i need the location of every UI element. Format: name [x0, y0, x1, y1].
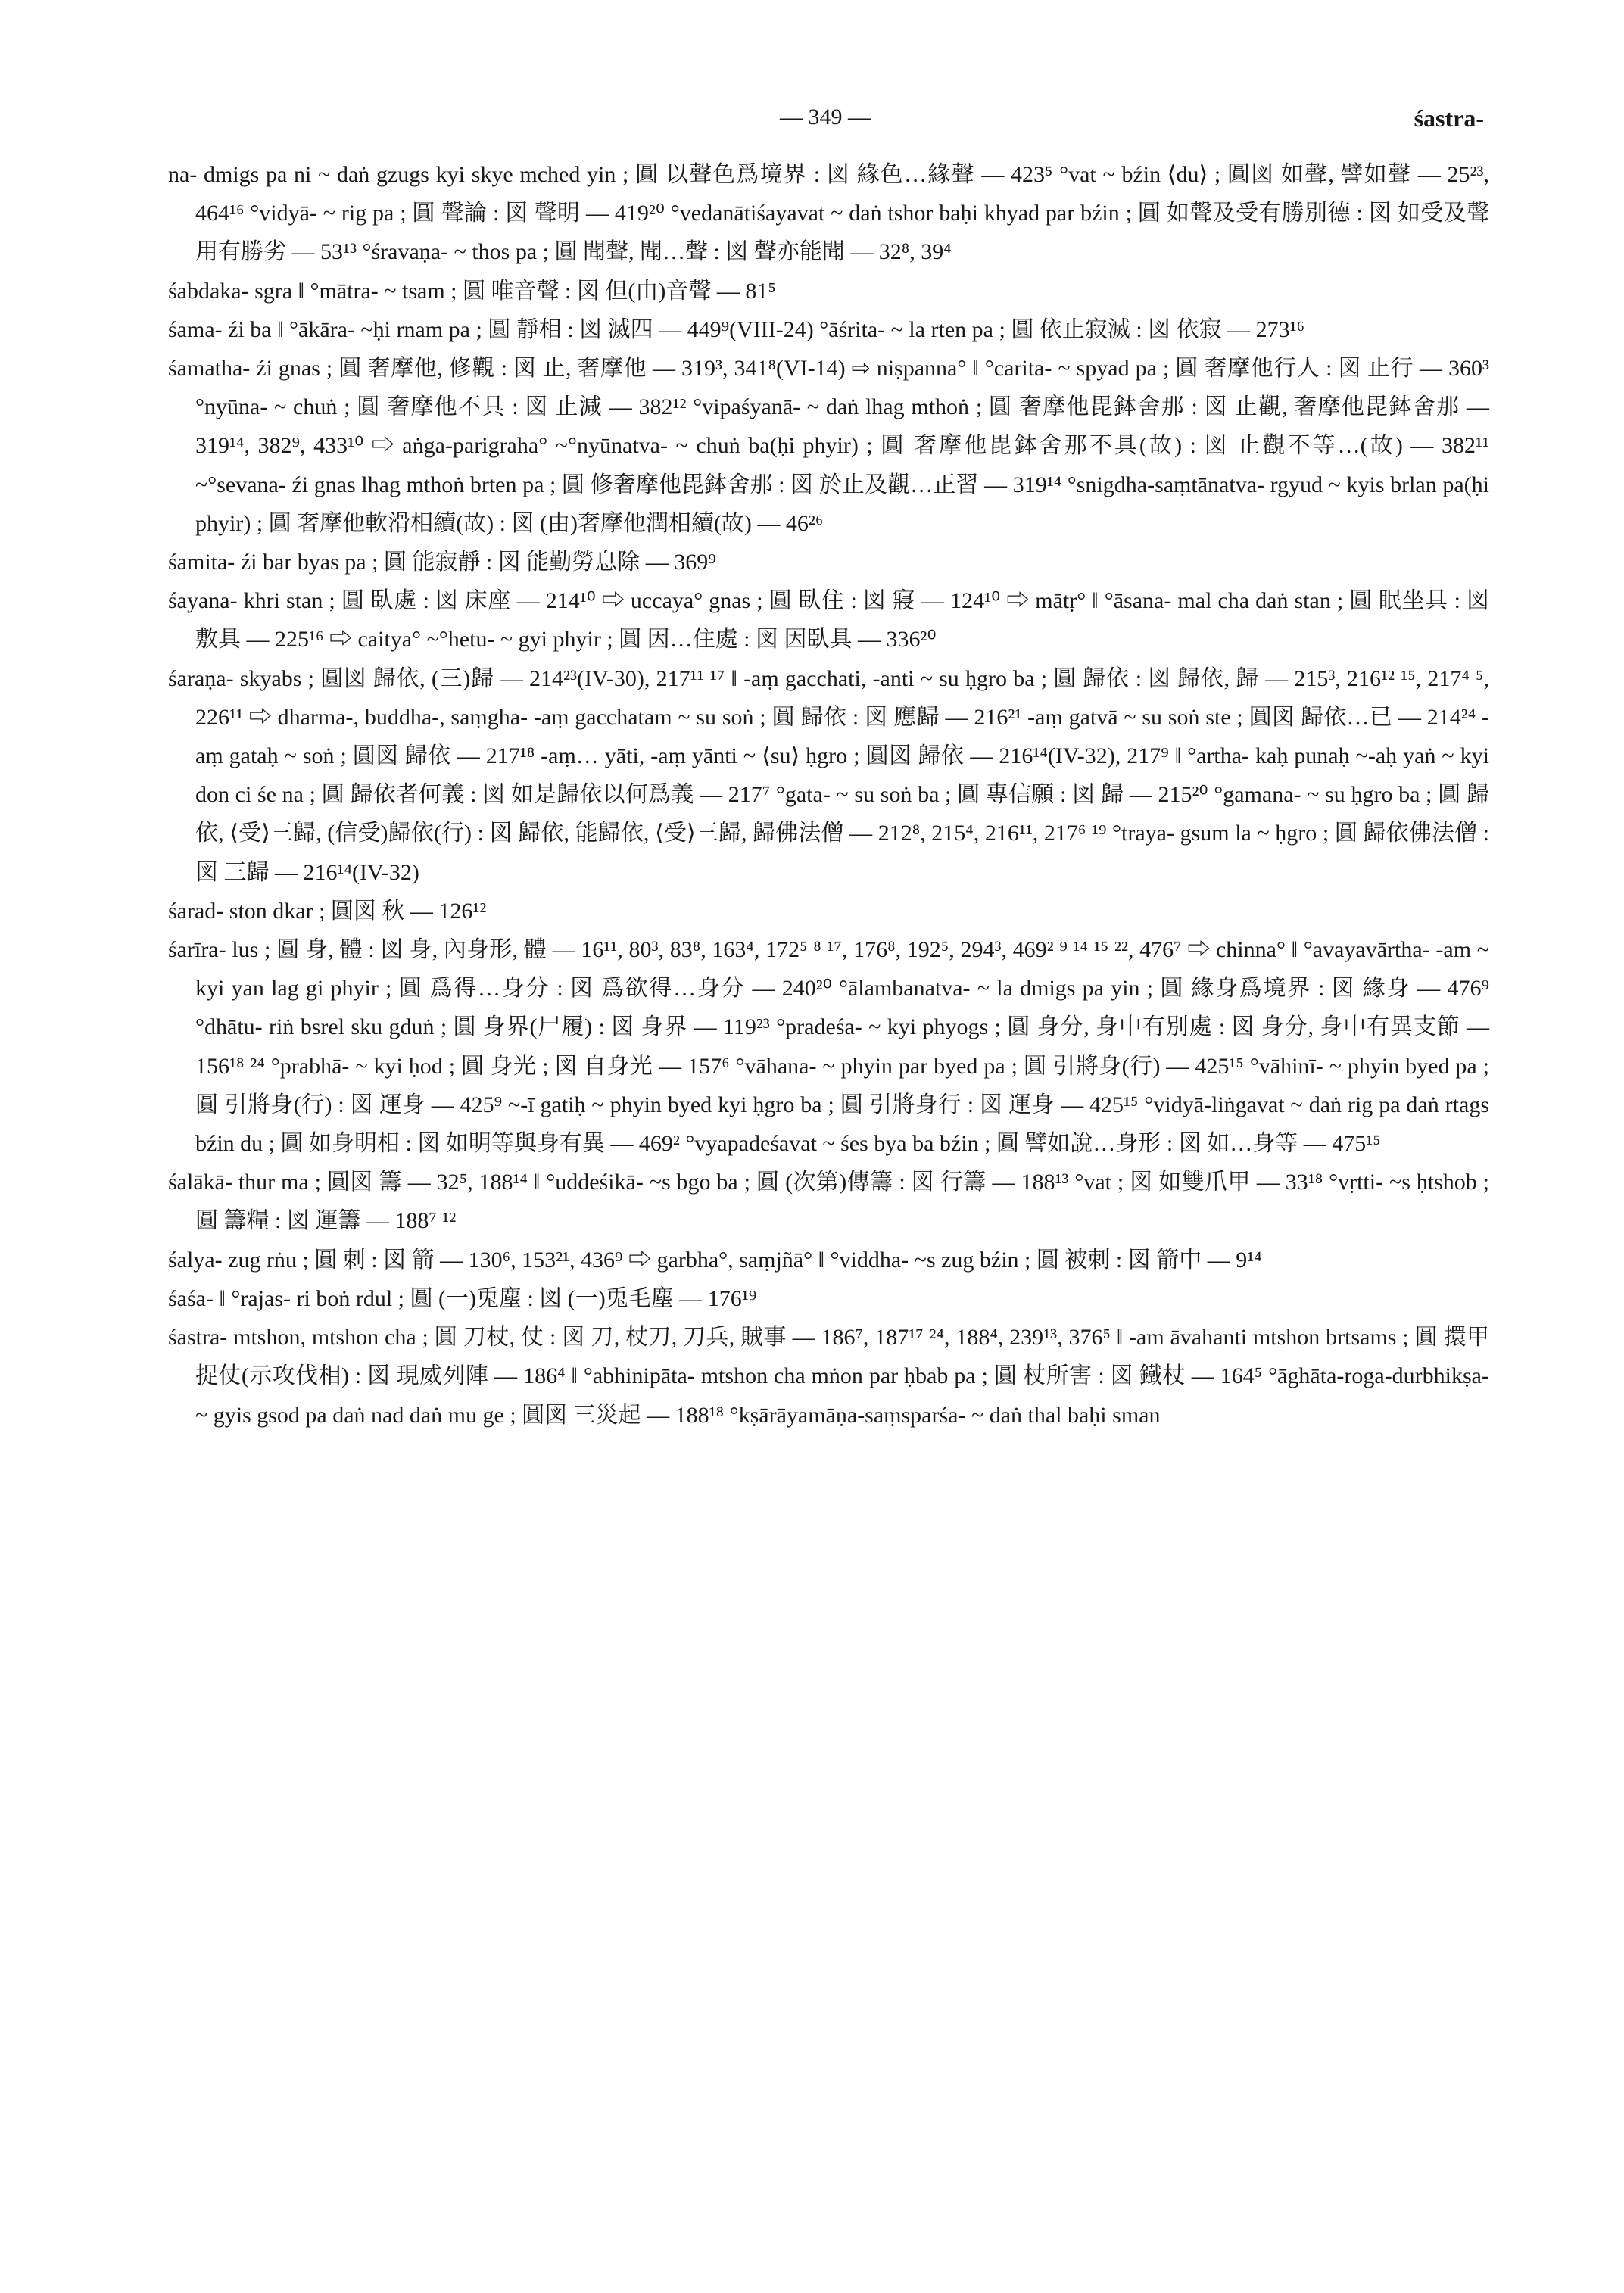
- dictionary-entry: śamita- źi bar byas pa ; 圓 能寂靜 : 図 能勤勞息除 — 369⁹: [168, 550, 716, 575]
- dictionary-entry: śarīra- lus ; 圓 身, 體 : 図 身, 內身形, 體 — 16¹¹, 80³, 83⁸, 163⁴, 172⁵ ⁸ ¹⁷, 176⁸, 192⁵, 294³, 469² ⁹ ¹⁴ ¹⁵ ²², 476⁷ ⇨ chinna° ‖ °avayavārtha- -am ~ kyi yan lag gi phyir ; 圓 爲得…身分 : 図 爲欲得…身分 — 240²⁰ °ālambanatva- ~ la dmigs pa yin ; 圓 緣身爲境界 : 図 緣身 — 476⁹ °dhātu- riṅ bsrel sku gduṅ ; 圓 身界(尸履) : 図 身界 — 119²³ °pradeśa- ~ kyi phyogs ; 圓 身分, 身中有別處 : 図 身分, 身中有異支節 — 156¹⁸ ²⁴ °prabhā- ~ kyi ḥod ; 圓 身光 ; 図 自身光 — 157⁶ °vāhana- ~ phyin par byed pa ; 圓 引將身(行) — 425¹⁵ °vāhinī- ~ phyin byed pa ; 圓 引將身(行) : 図 運身 — 425⁹ ~-ī gatiḥ ~ phyin byed kyi ḥgro ba ; 圓 引將身行 : 図 運身 — 425¹⁵ °vidyā-liṅgavat ~ daṅ rig pa daṅ rtags bźin du ; 圓 如身明相 : 図 如明等與身有異 — 469² °vyapadeśavat ~ śes bya ba bźin ; 圓 譬如說…身形 : 図 如…身等 — 475¹⁵: [168, 937, 1489, 1157]
- page-header: [0, 104, 1624, 135]
- dictionary-entry: śarad- ston dkar ; 圓図 秋 — 126¹²: [168, 898, 487, 924]
- dictionary-entry: śaraṇa- skyabs ; 圓図 歸依, (三)歸 — 214²³(IV-30), 217¹¹ ¹⁷ ‖ -aṃ gacchati, -anti ~ su ḥgro ba ; 圓 歸依 : 図 歸依, 歸 — 215³, 216¹² ¹⁵, 217⁴ ⁵, 226¹¹ ⇨ dharma-, buddha-, saṃgha- -aṃ gacchatam ~ su soṅ ; 圓 歸依 : 図 應歸 — 216²¹ -aṃ gatvā ~ su soṅ ste ; 圓図 歸依…已 — 214²⁴ -aṃ gataḥ ~ soṅ ; 圓図 歸依 — 217¹⁸ -aṃ… yāti, -aṃ yānti ~ ⟨su⟩ ḥgro ; 圓図 歸依 — 216¹⁴(IV-32), 217⁹ ‖ °artha- kaḥ punaḥ ~-aḥ yaṅ ~ kyi don ci śe na ; 圓 歸依者何義 : 図 如是歸依以何爲義 — 217⁷ °gata- ~ su soṅ ba ; 圓 專信願 : 図 歸 — 215²⁰ °gamana- ~ su ḥgro ba ; 圓 歸依, ⟨受⟩三歸, (信受)歸依(行) : 図 歸依, 能歸依, ⟨受⟩三歸, 歸佛法僧 — 212⁸, 215⁴, 216¹¹, 217⁶ ¹⁹ °traya- gsum la ~ ḥgro ; 圓 歸依佛法僧 : 図 三歸 — 216¹⁴(IV-32): [168, 665, 1489, 885]
- dictionary-entry: śayana- khri stan ; 圓 臥處 : 図 床座 — 214¹⁰ ⇨ uccaya° gnas ; 圓 臥住 : 図 寢 — 124¹⁰ ⇨ mātṛ° ‖ °āsana- mal cha daṅ stan ; 圓 眠坐具 : 図 敷具 — 225¹⁶ ⇨ caitya° ~°hetu- ~ gyi phyir ; 圓 因…住處 : 図 因臥具 — 336²⁰: [168, 588, 1489, 653]
- dictionary-entry: śabdaka- sgra ‖ °mātra- ~ tsam ; 圓 唯音聲 : 図 但(由)音聲 — 81⁵: [168, 278, 776, 304]
- page-number: — 349 —: [780, 104, 871, 129]
- dictionary-entry: śamatha- źi gnas ; 圓 奢摩他, 修觀 : 図 止, 奢摩他 — 319³, 341⁸(VI-14) ⇨ niṣpanna° ‖ °carita- ~ spyad pa ; 圓 奢摩他行人 : 図 止行 — 360³ °nyūna- ~ chuṅ ; 圓 奢摩他不具 : 図 止減 — 382¹² °vipaśyanā- ~ daṅ lhag mthoṅ ; 圓 奢摩他毘鉢舍那 : 図 止觀, 奢摩他毘鉢舍那 — 319¹⁴, 382⁹, 433¹⁰ ⇨ aṅga-parigraha° ~°nyūnatva- ~ chuṅ ba(ḥi phyir) ; 圓 奢摩他毘鉢舍那不具(故) : 図 止觀不等…(故) — 382¹¹ ~°sevana- źi gnas lhag mthoṅ brten pa ; 圓 修奢摩他毘鉢舍那 : 図 於止及觀…正習 — 319¹⁴ °snigdha-saṃtānatva- rgyud ~ kyis brlan pa(ḥi phyir) ; 圓 奢摩他軟滑相續(故) : 図 (由)奢摩他潤相續(故) — 46²⁶: [168, 356, 1489, 536]
- dictionary-entry: śama- źi ba ‖ °ākāra- ~ḥi rnam pa ; 圓 靜相 : 図 滅四 — 449⁹(VIII-24) °āśrita- ~ la rten pa ; 圓 依止寂滅 : 図 依寂 — 273¹⁶: [168, 316, 1305, 342]
- dictionary-entry: śastra- mtshon, mtshon cha ; 圓 刀杖, 仗 : 図 刀, 杖刀, 刀兵, 賊事 — 186⁷, 187¹⁷ ²⁴, 188⁴, 239¹³, 376⁵ ‖ -am āvahanti mtshon brtsams ; 圓 擐甲捉仗(示攻伐相) : 図 現威列陣 — 186⁴ ‖ °abhinipāta- mtshon cha mṅon par ḥbab pa ; 圓 杖所害 : 図 鐵杖 — 164⁵ °āghāta-roga-durbhikṣa- ~ gyis gsod pa daṅ nad daṅ mu ge ; 圓図 三災起 — 188¹⁸ °kṣārāyamāṇa-saṃsparśa- ~ daṅ thal baḥi sman: [168, 1325, 1489, 1428]
- dictionary-body: [168, 155, 1489, 1435]
- dictionary-entry: śalya- zug rṅu ; 圓 刺 : 図 箭 — 130⁶, 153²¹, 436⁹ ⇨ garbha°, saṃjñā° ‖ °viddha- ~s zug bźin ; 圓 被刺 : 図 箭中 — 9¹⁴: [168, 1247, 1262, 1273]
- dictionary-entry: śalākā- thur ma ; 圓図 籌 — 32⁵, 188¹⁴ ‖ °uddeśikā- ~s bgo ba ; 圓 (次第)傳籌 : 図 行籌 — 188¹³ °vat ; 図 如雙爪甲 — 33¹⁸ °vṛtti- ~s ḥtshob ; 圓 籌糧 : 図 運籌 — 188⁷ ¹²: [168, 1170, 1489, 1234]
- dictionary-entry: śaśa- ‖ °rajas- ri boṅ rdul ; 圓 (一)兎塵 : 図 (一)兎毛塵 — 176¹⁹: [168, 1285, 757, 1311]
- running-head: śastra-: [1414, 104, 1484, 132]
- dictionary-entry: na- dmigs pa ni ~ daṅ gzugs kyi skye mched yin ; 圓 以聲色爲境界 : 図 緣色…緣聲 — 423⁵ °vat ~ bźin ⟨du⟩ ; 圓図 如聲, 譬如聲 — 25²³, 464¹⁶ °vidyā- ~ rig pa ; 圓 聲論 : 図 聲明 — 419²⁰ °vedanātiśayavat ~ daṅ tshor baḥi khyad par bźin ; 圓 如聲及受有勝別德 : 図 如受及聲用有勝劣 — 53¹³ °śravaṇa- ~ thos pa ; 圓 聞聲, 聞…聲 : 図 聲亦能聞 — 32⁸, 39⁴: [168, 162, 1489, 265]
